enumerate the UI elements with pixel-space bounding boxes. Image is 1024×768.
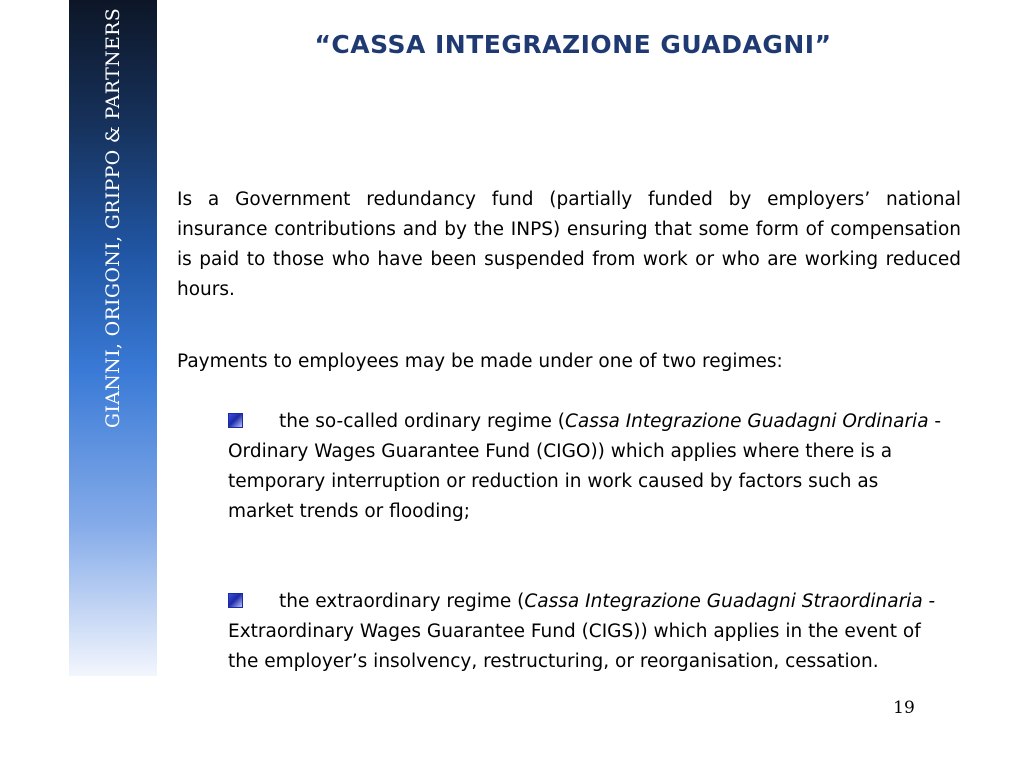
bullet-ordinary-regime <box>228 407 948 527</box>
bullet-extraordinary-regime <box>228 587 948 677</box>
page-number: 19 <box>893 698 915 718</box>
square-bullet-icon <box>228 593 243 608</box>
slide-title: “CASSA INTEGRAZIONE GUADAGNI” <box>314 30 832 59</box>
regimes-intro-paragraph: Payments to employees may be made under one of two regimes: <box>177 351 783 372</box>
bullet-text-suffix: - Ordinary Wages Guarantee Fund (CIGO)) which applies where there is a temporary interruption or reduction in work caused by factors such as market trends or flooding; <box>228 411 942 522</box>
definition-paragraph: Is a Government redundancy fund (partially funded by employers’ national insurance contributions and by the INPS) ensuring that some form of compensation is paid to those who have been suspended from work or who are working reduced hours. <box>177 189 961 300</box>
bullet-text-prefix: the extraordinary regime ( <box>279 591 525 612</box>
square-bullet-icon <box>228 413 243 428</box>
firm-logo-text: GIANNI, ORIGONI, GRIPPO & PARTNERS <box>102 7 124 429</box>
bullet-text-suffix: - Extraordinary Wages Guarantee Fund (CIGS)) which applies in the event of the employer’s insolvency, restructuring, or reorganisation, cessation. <box>228 591 936 672</box>
bullet-text-italic: Cassa Integrazione Guadagni Ordinaria <box>564 411 929 432</box>
bullet-text-italic: Cassa Integrazione Guadagni Straordinaria <box>524 591 923 612</box>
bullet-text-prefix: the so-called ordinary regime ( <box>279 411 565 432</box>
